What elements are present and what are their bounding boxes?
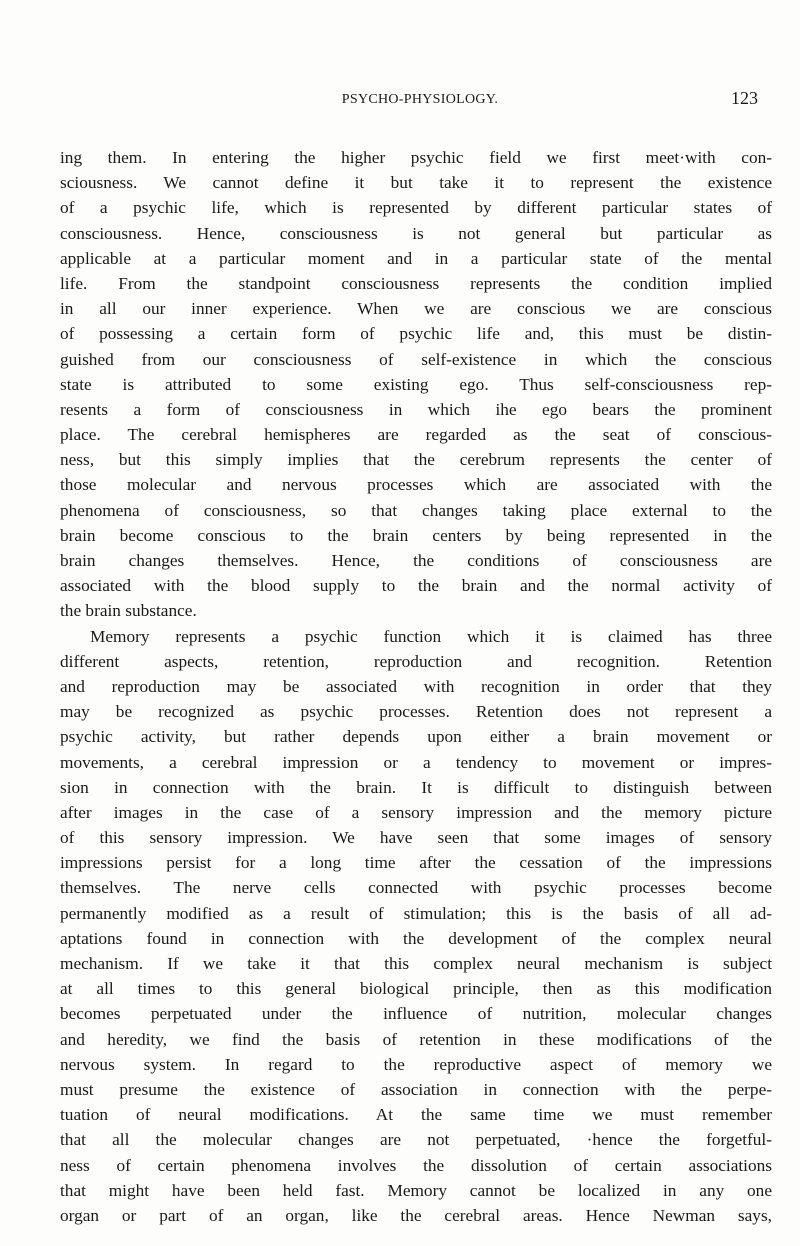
text-line: sciousness. We cannot define it but take it to represent the existence	[60, 173, 772, 193]
text-line: of possessing a certain form of psychic life and, this must be distin-	[60, 324, 772, 344]
text-line: aptations found in connection with the development of the complex neural	[60, 928, 772, 948]
text-line: must presume the existence of association in connection with the perpe-	[60, 1079, 772, 1099]
text-line: at all times to this general biological principle, then as this modification	[60, 979, 772, 999]
text-line: and heredity, we find the basis of retention in these modifications of the	[60, 1029, 772, 1049]
text-line: nervous system. In regard to the reproductive aspect of memory we	[60, 1054, 772, 1074]
text-line: that might have been held fast. Memory cannot be localized in any one	[60, 1180, 772, 1200]
text-line: brain changes themselves. Hence, the conditions of consciousness are	[60, 551, 772, 570]
text-line: tuation of neural modifications. At the same time we must remember	[60, 1105, 772, 1125]
text-line: associated with the blood supply to the brain and the normal activity of	[60, 576, 772, 596]
text-line: psychic activity, but rather depends upon either a brain movement or	[60, 727, 772, 747]
body-text	[60, 145, 772, 1228]
text-line: ness of certain phenomena involves the dissolution of certain associations	[60, 1155, 772, 1175]
text-line: and reproduction may be associated with recognition in order that they	[60, 676, 772, 696]
page-number: 123	[731, 88, 758, 108]
text-line: that all the molecular changes are not perpetuated, ·hence the forgetful-	[60, 1130, 772, 1150]
text-line: of this sensory impression. We have seen that some images of sensory	[60, 828, 772, 848]
text-line: life. From the standpoint consciousness represents the condition implied	[60, 273, 772, 293]
text-line: impressions persist for a long time after the cessation of the impressions	[60, 853, 772, 873]
text-line: place. The cerebral hemispheres are regarded as the seat of conscious-	[60, 425, 772, 445]
text-line: brain become conscious to the brain centers by being represented in the	[60, 525, 772, 545]
text-line: becomes perpetuated under the influence of nutrition, molecular changes	[60, 1004, 772, 1024]
text-line: permanently modified as a result of stimulation; this is the basis of all ad-	[60, 903, 772, 923]
text-line: state is attributed to some existing ego. Thus self-consciousness rep-	[60, 374, 772, 394]
text-line: mechanism. If we take it that this complex neural mechanism is subject	[60, 954, 772, 973]
text-line: after images in the case of a sensory impression and the memory picture	[60, 802, 772, 822]
text-line: of a psychic life, which is represented by different particular states of	[60, 198, 772, 218]
text-line: ing them. In entering the higher psychic field we first meet·with con-	[60, 148, 772, 167]
text-line: applicable at a particular moment and in a particular state of the mental	[60, 248, 772, 268]
text-line: ness, but this simply implies that the cerebrum represents the center of	[60, 450, 772, 470]
text-line: themselves. The nerve cells connected with psychic processes become	[60, 878, 772, 898]
text-line: in all our inner experience. When we are conscious we are conscious	[60, 299, 772, 319]
text-line: phenomena of consciousness, so that changes taking place external to the	[60, 500, 772, 520]
text-line: those molecular and nervous processes which are associated with the	[60, 475, 772, 495]
text-line: movements, a cerebral impression or a tendency to movement or impres-	[60, 752, 772, 772]
text-line: different aspects, retention, reproduction and recognition. Retention	[60, 651, 772, 671]
text-line: may be recognized as psychic processes. Retention does not represent a	[60, 702, 772, 722]
text-line: resents a form of consciousness in which ihe ego bears the prominent	[60, 399, 772, 419]
text-line: organ or part of an organ, like the cerebral areas. Hence Newman says,	[60, 1205, 772, 1225]
running-head	[60, 88, 780, 114]
running-title: PSYCHO-PHYSIOLOGY.	[341, 92, 499, 107]
paragraph-end-line: the brain substance.	[60, 601, 197, 621]
text-line: consciousness. Hence, consciousness is not general but particular as	[60, 223, 772, 243]
paragraph-first-line: Memory represents a psychic function which it is claimed has three	[90, 626, 772, 646]
text-line: sion in connection with the brain. It is difficult to distinguish between	[60, 777, 772, 797]
text-line: guished from our consciousness of self-existence in which the conscious	[60, 349, 772, 369]
